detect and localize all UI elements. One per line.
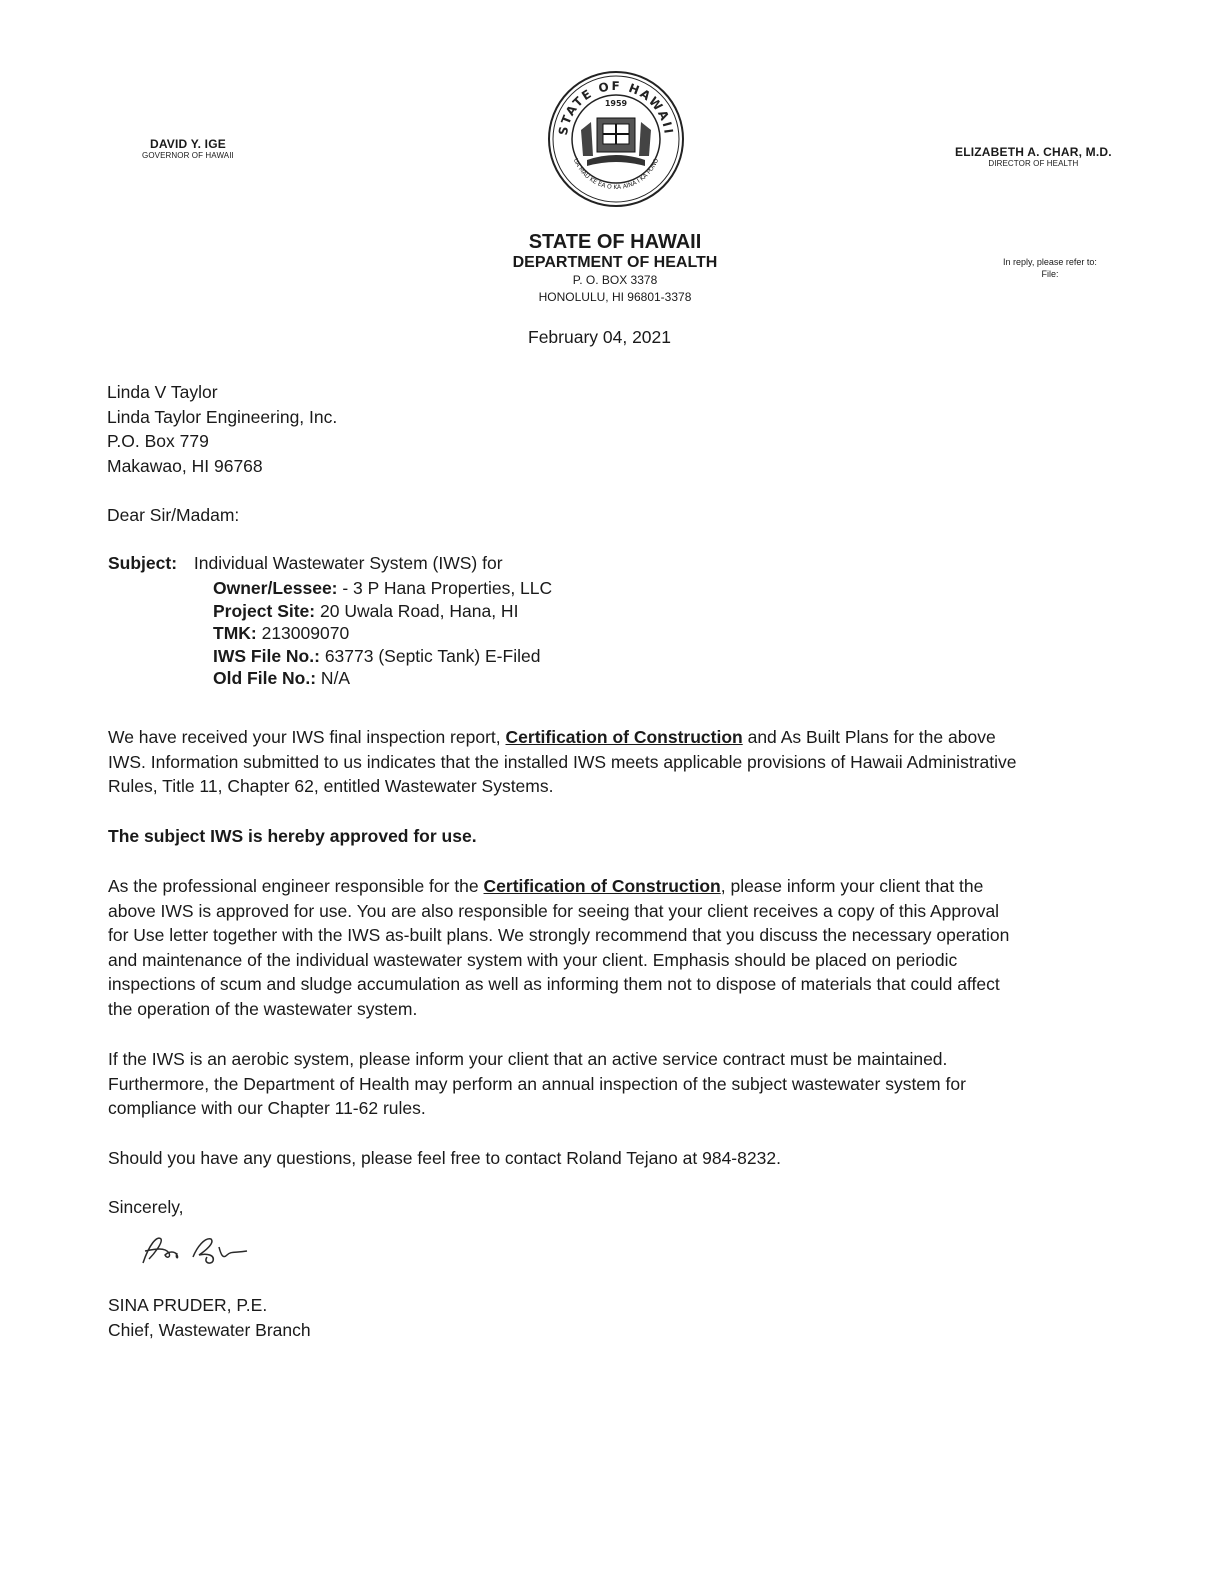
department-po-box: P. O. BOX 3378 xyxy=(572,273,658,287)
recipient-city: Makawao, HI 96768 xyxy=(107,455,263,476)
letter-date: February 04, 2021 xyxy=(528,327,672,347)
handwritten-signature xyxy=(135,1225,260,1275)
paragraph-aerobic: If the IWS is an aerobic system, please inform your client that an active service contract must be maintained. Furthermore, the Department of Health may perform an annual inspection of the subject wastewater system for compliance with our Chapter 11-62 rules. xyxy=(108,1049,966,1118)
signature-icon xyxy=(135,1225,260,1275)
old-file-label: Old File No.: xyxy=(213,668,317,688)
iws-file-line xyxy=(213,645,552,668)
owner-value: - 3 P Hana Properties, LLC xyxy=(337,578,553,598)
paragraph-received-post: and As Built Plans for the above IWS. Information submitted to us indicates that the installed IWS meets applicable provisions of Hawaii Administrative Rules, Title 11, Chapter 62, entitled Wastewater Systems. xyxy=(108,727,1017,796)
director-block xyxy=(955,145,1112,168)
paragraph-responsibility-post: , please inform your client that the above IWS is approved for use. You are also responsible for seeing that your client receives a copy of this Approval for Use letter together with the IWS as-built plans. We strongly recommend that you discuss the necessary operation and maintenance of the individual wastewater system with your client. Emphasis should be placed on periodic inspections of scum and sludge accumulation as well as informing them not to dispose of materials that could affect the operation of the wastewater system. xyxy=(108,876,1010,1019)
reply-reference xyxy=(990,256,1110,280)
paragraph-received-pre: We have received your IWS final inspection report, xyxy=(108,727,506,747)
department-city: HONOLULU, HI 96801-3378 xyxy=(538,290,692,304)
recipient-address xyxy=(107,380,337,478)
subject-text: Individual Wastewater System (IWS) for xyxy=(193,553,503,573)
governor-block xyxy=(142,137,234,160)
subject-label: Subject: xyxy=(108,553,178,573)
subject-details xyxy=(213,577,552,690)
site-line xyxy=(213,600,552,623)
state-title: STATE OF HAWAII xyxy=(528,231,702,253)
iws-file-value: 63773 (Septic Tank) E-Filed xyxy=(319,645,541,666)
state-seal xyxy=(547,70,685,208)
department-header xyxy=(460,231,770,306)
site-value: 20 Uwala Road, Hana, HI xyxy=(315,600,519,621)
governor-name: DAVID Y. IGE xyxy=(149,137,226,151)
department-title: DEPARTMENT OF HEALTH xyxy=(512,254,718,271)
old-file-value: N/A xyxy=(316,668,351,688)
iws-file-label: IWS File No.: xyxy=(213,645,320,666)
tmk-label: TMK: xyxy=(213,623,257,643)
signatory-block xyxy=(108,1293,311,1342)
director-name: ELIZABETH A. CHAR, M.D. xyxy=(955,145,1112,159)
closing: Sincerely, xyxy=(108,1197,184,1217)
recipient-company: Linda Taylor Engineering, Inc. xyxy=(107,406,338,427)
salutation: Dear Sir/Madam: xyxy=(107,505,240,525)
svg-text:STATE OF HAWAII: STATE OF HAWAII xyxy=(555,78,676,137)
svg-text:UA MAU KE EA O KA AINA I KA PO: UA MAU KE EA O KA AINA I KA PONO xyxy=(571,157,661,192)
tmk-value: 213009070 xyxy=(256,623,350,643)
certification-of-construction-ref: Certification of Construction xyxy=(505,727,743,747)
reply-line: In reply, please refer to: xyxy=(1003,257,1097,267)
signatory-title: Chief, Wastewater Branch xyxy=(108,1319,311,1340)
owner-label: Owner/Lessee: xyxy=(213,578,338,598)
owner-line xyxy=(213,577,552,600)
paragraph-responsibility-pre: As the professional engineer responsible for the xyxy=(108,876,484,896)
recipient-name: Linda V Taylor xyxy=(107,382,218,402)
site-label: Project Site: xyxy=(213,600,316,621)
recipient-po-box: P.O. Box 779 xyxy=(107,431,209,451)
paragraph-contact: Should you have any questions, please feel free to contact Roland Tejano at 984-8232. xyxy=(108,1148,781,1168)
governor-title: GOVERNOR OF HAWAII xyxy=(142,151,234,160)
signatory-name: SINA PRUDER, P.E. xyxy=(108,1295,268,1315)
state-seal-icon xyxy=(547,70,685,208)
director-title: DIRECTOR OF HEALTH xyxy=(988,159,1079,168)
paragraph-responsibility xyxy=(108,874,1023,1021)
subject-block xyxy=(108,551,503,576)
approval-statement: The subject IWS is hereby approved for use. xyxy=(108,826,477,846)
old-file-line xyxy=(213,667,552,690)
tmk-line xyxy=(213,622,552,645)
certification-of-construction-ref-2: Certification of Construction xyxy=(483,876,721,896)
paragraph-received xyxy=(108,725,1023,799)
svg-text:1959: 1959 xyxy=(604,99,628,108)
file-line: File: xyxy=(1041,269,1059,279)
